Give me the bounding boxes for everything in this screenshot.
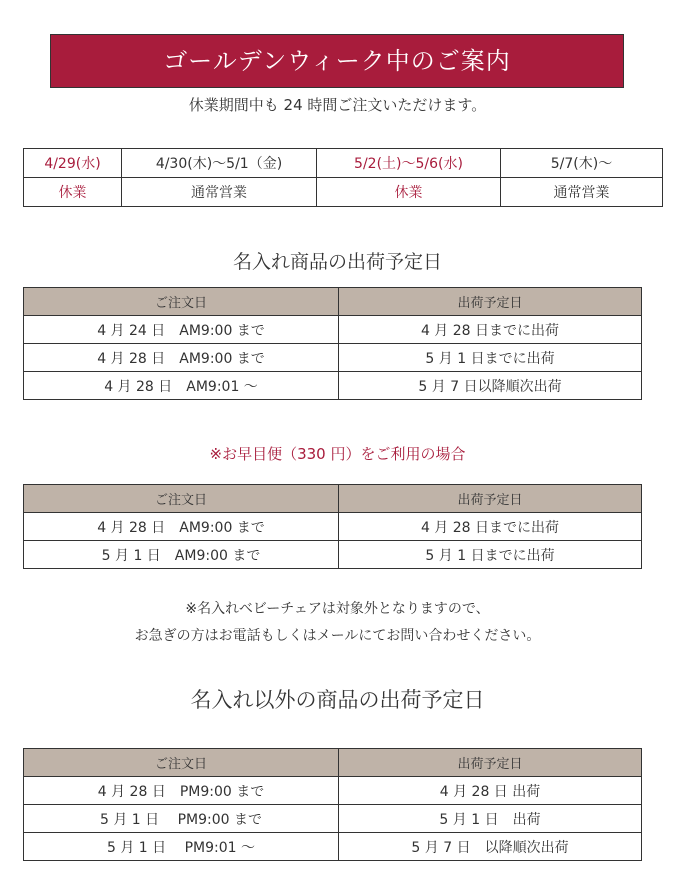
table-header-row bbox=[24, 485, 642, 513]
order-date-cell: 4 月 28 日 PM9:00 まで bbox=[24, 777, 339, 805]
calendar-status: 休業 bbox=[317, 178, 501, 207]
ship-date-cell: 5 月 7 日以降順次出荷 bbox=[339, 372, 642, 400]
table-header-row bbox=[24, 288, 642, 316]
calendar-status: 通常営業 bbox=[501, 178, 663, 207]
note-line-2: お急ぎの方はお電話もしくはメールにてお問い合わせください。 bbox=[134, 628, 541, 644]
column-header-order-date: ご注文日 bbox=[24, 288, 339, 316]
calendar-date: 5/2(土)～5/6(水) bbox=[317, 149, 501, 178]
order-date-cell: 4 月 28 日 AM9:00 まで bbox=[24, 513, 339, 541]
column-header-ship-date: 出荷予定日 bbox=[339, 749, 642, 777]
calendar-date: 5/7(木)～ bbox=[501, 149, 663, 178]
table-row bbox=[24, 316, 642, 344]
ship-date-cell: 4 月 28 日までに出荷 bbox=[339, 513, 642, 541]
column-header-order-date: ご注文日 bbox=[24, 485, 339, 513]
order-date-cell: 4 月 28 日 AM9:00 まで bbox=[24, 344, 339, 372]
ship-date-cell: 4 月 28 日 出荷 bbox=[339, 777, 642, 805]
calendar-dates-row bbox=[24, 149, 663, 178]
section3-table bbox=[23, 748, 642, 861]
column-header-ship-date: 出荷予定日 bbox=[339, 288, 642, 316]
ship-date-cell: 5 月 1 日までに出荷 bbox=[339, 344, 642, 372]
order-date-cell: 5 月 1 日 PM9:00 まで bbox=[24, 805, 339, 833]
calendar-date: 4/29(水) bbox=[24, 149, 122, 178]
table-row bbox=[24, 833, 642, 861]
calendar-date: 4/30(木)～5/1（金) bbox=[122, 149, 317, 178]
ship-date-cell: 5 月 7 日 以降順次出荷 bbox=[339, 833, 642, 861]
calendar-status: 休業 bbox=[24, 178, 122, 207]
section1-table bbox=[23, 287, 642, 400]
section1-title: 名入れ商品の出荷予定日 bbox=[232, 251, 442, 273]
order-date-cell: 5 月 1 日 PM9:01 ～ bbox=[24, 833, 339, 861]
holiday-calendar-table bbox=[23, 148, 663, 207]
calendar-status-row bbox=[24, 178, 663, 207]
ship-date-cell: 5 月 1 日 出荷 bbox=[339, 805, 642, 833]
order-date-cell: 4 月 24 日 AM9:00 まで bbox=[24, 316, 339, 344]
table-row bbox=[24, 513, 642, 541]
order-date-cell: 4 月 28 日 AM9:01 ～ bbox=[24, 372, 339, 400]
section2-title: ※お早目便（330 円）をご利用の場合 bbox=[209, 445, 466, 463]
table-row bbox=[24, 344, 642, 372]
column-header-order-date: ご注文日 bbox=[24, 749, 339, 777]
table-row bbox=[24, 372, 642, 400]
subtitle: 休業期間中も 24 時間ご注文いただけます。 bbox=[188, 96, 487, 114]
section3-title: 名入れ以外の商品の出荷予定日 bbox=[190, 688, 485, 712]
section2-table bbox=[23, 484, 642, 569]
table-row bbox=[24, 541, 642, 569]
banner-title: ゴールデンウィーク中のご案内 bbox=[50, 34, 624, 88]
ship-date-cell: 4 月 28 日までに出荷 bbox=[339, 316, 642, 344]
note-line-1: ※名入れベビーチェアは対象外となりますので、 bbox=[185, 601, 490, 617]
calendar-status: 通常営業 bbox=[122, 178, 317, 207]
table-row bbox=[24, 805, 642, 833]
table-row bbox=[24, 777, 642, 805]
order-date-cell: 5 月 1 日 AM9:00 まで bbox=[24, 541, 339, 569]
column-header-ship-date: 出荷予定日 bbox=[339, 485, 642, 513]
ship-date-cell: 5 月 1 日までに出荷 bbox=[339, 541, 642, 569]
table-header-row bbox=[24, 749, 642, 777]
